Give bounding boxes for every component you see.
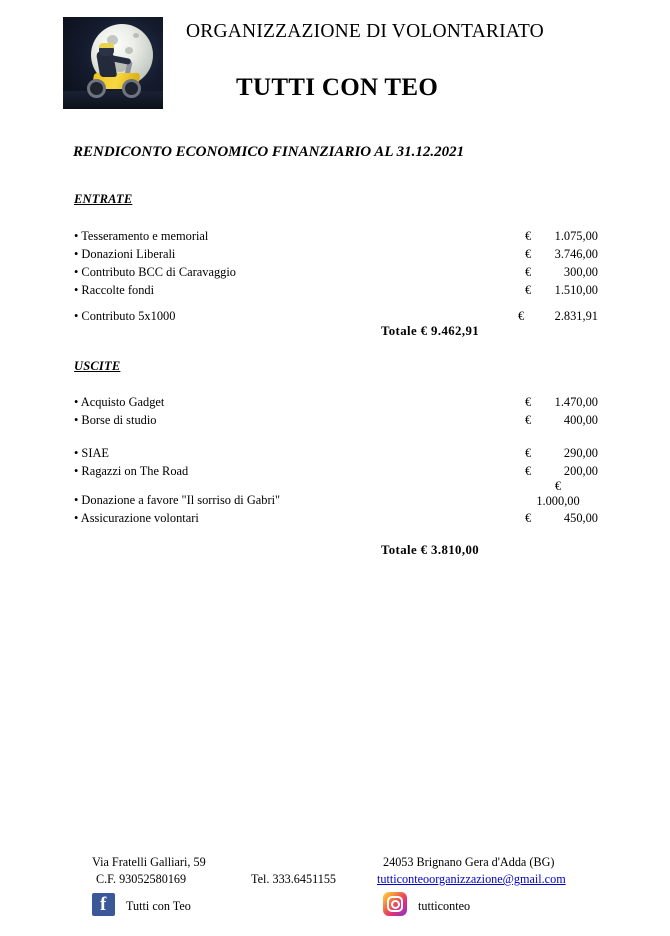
uscite-amount: 290,00 [563,446,598,460]
uscite-label: • SIAE [74,446,109,460]
section-heading-entrate: ENTRATE [74,192,133,206]
entrate-label: • Tesseramento e memorial [74,229,209,243]
entrate-currency: € [518,309,525,323]
section-heading-uscite: USCITE [74,359,121,373]
uscite-amount: 1.000,00 [536,494,580,508]
entrate-label: • Donazioni Liberali [74,247,176,261]
uscite-currency: € [525,395,532,409]
instagram-lens [391,900,400,909]
entrate-amount: 300,00 [563,265,598,279]
uscite-row [74,446,598,462]
uscite-currency: € [525,464,532,478]
uscite-label: • Borse di studio [74,413,157,427]
entrate-label: • Contributo BCC di Caravaggio [74,265,236,279]
entrate-currency: € [525,265,532,279]
entrate-total: Totale € 9.462,91 [381,324,480,338]
uscite-total: Totale € 3.810,00 [381,543,480,557]
footer-city: 24053 Brignano Gera d'Adda (BG) [383,855,555,869]
instagram-icon[interactable] [383,892,407,916]
entrate-row [74,265,598,281]
uscite-currency: € [525,413,532,427]
uscite-label: • Acquisto Gadget [74,395,165,409]
organization-type-line: ORGANIZZAZIONE DI VOLONTARIATO [186,21,544,42]
entrate-label: • Contributo 5x1000 [74,309,176,323]
organization-title: TUTTI CON TEO [236,74,439,101]
motorcycle-wheel [122,79,141,98]
moon-crater [133,33,139,38]
uscite-currency: € [525,446,532,460]
uscite-row [74,395,598,411]
uscite-row [74,413,598,429]
helmet-visor [99,43,114,48]
uscite-amount: 400,00 [563,413,598,427]
organization-logo [63,17,163,109]
uscite-label: • Ragazzi on The Road [74,464,189,478]
entrate-row [74,309,598,325]
facebook-page-name: Tutti con Teo [126,899,191,913]
instagram-handle: tutticonteo [418,899,471,913]
uscite-amount-wrapped [518,479,598,509]
uscite-amount: 1.470,00 [554,395,598,409]
document-header [0,0,670,120]
ground-graphic [63,91,163,109]
entrate-amount: 1.075,00 [554,229,598,243]
uscite-amount: 450,00 [563,511,598,525]
uscite-row [74,464,598,480]
facebook-icon[interactable] [92,893,115,916]
uscite-row [74,479,598,509]
entrate-label: • Raccolte fondi [74,283,155,297]
uscite-amount: 200,00 [563,464,598,478]
entrate-currency: € [525,283,532,297]
moon-crater [125,47,133,54]
motorcycle-wheel [87,79,106,98]
footer-telephone: Tel. 333.6451155 [251,872,337,886]
footer-email-link[interactable]: tutticonteoorganizzazione@gmail.com [377,872,566,886]
footer-address: Via Fratelli Galliari, 59 [92,855,206,869]
footer-fiscal-code: C.F. 93052580169 [96,872,187,886]
report-subtitle: RENDICONTO ECONOMICO FINANZIARIO AL 31.12.2021 [73,144,465,160]
entrate-amount: 2.831,91 [554,309,598,323]
uscite-label: • Donazione a favore "Il sorriso di Gabri" [74,493,281,507]
entrate-amount: 1.510,00 [554,283,598,297]
entrate-currency: € [525,247,532,261]
entrate-amount: 3.746,00 [554,247,598,261]
entrate-row [74,247,598,263]
entrate-row [74,229,598,245]
uscite-currency: € [525,511,532,525]
uscite-label: • Assicurazione volontari [74,511,199,525]
uscite-currency: € [554,479,562,493]
entrate-currency: € [525,229,532,243]
entrate-row [74,283,598,299]
uscite-row [74,511,598,527]
